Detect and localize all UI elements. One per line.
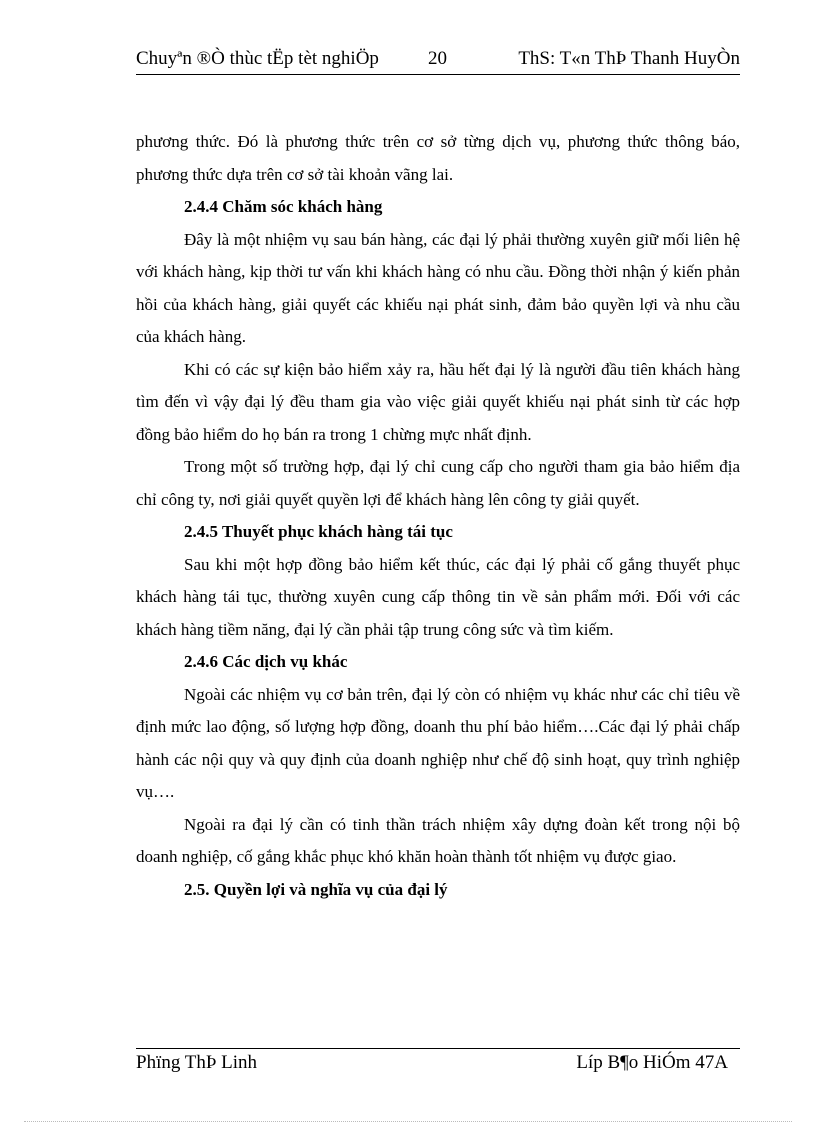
page-edge-divider <box>24 1121 792 1122</box>
paragraph: Ngoài ra đại lý cần có tinh thần trách nhiệm xây dựng đoàn kết trong nội bộ doanh nghiệp, cố gắng khắc phục khó khăn hoàn thành tốt nhiệm vụ được giao. <box>136 814 740 866</box>
paragraph: Trong một số trường hợp, đại lý chỉ cung cấp cho người tham gia bảo hiểm địa chỉ công ty, nơi giải quyết quyền lợi để khách hàng lên công ty giải quyết. <box>136 457 740 509</box>
paragraph: Ngoài các nhiệm vụ cơ bản trên, đại lý còn có nhiệm vụ khác như các chỉ tiêu về định mức lao động, số lượng hợp đồng, doanh thu phí bảo hiểm….Các đại lý phải chấp hành các nội quy và quy định của doanh nghiệp như chế độ sinh hoạt, quy trình nghiệp vụ…. <box>136 684 740 801</box>
section-heading-2-5: 2.5. Quyền lợi và nghĩa vụ của đại lý <box>184 879 448 899</box>
section-heading-2-4-5: 2.4.5 Thuyết phục khách hàng tái tục <box>184 522 453 541</box>
footer-class-name: Líp B¶o HiÓm 47A <box>576 1052 728 1073</box>
header-page-number: 20 <box>428 48 447 69</box>
header-rule <box>136 74 740 75</box>
header-document-title: Chuyªn ®Ò thùc tËp tèt nghiÖp <box>136 48 379 69</box>
paragraph: Đây là một nhiệm vụ sau bán hàng, các đại lý phải thường xuyên giữ mối liên hệ với khách hàng, kịp thời tư vấn khi khách hàng có nhu cầu. Đồng thời nhận ý kiến phản hồi của khách hàng, giải quyết các khiếu nại phát sinh, đảm bảo quyền lợi và nhu cầu của khách hàng. <box>136 229 740 346</box>
footer-rule <box>136 1048 740 1049</box>
body-text <box>136 126 740 906</box>
section-heading-2-4-4: 2.4.4 Chăm sóc khách hàng <box>184 197 383 216</box>
paragraph: Khi có các sự kiện bảo hiểm xảy ra, hầu hết đại lý là người đầu tiên khách hàng tìm đến vì vậy đại lý đều tham gia vào việc giải quyết khiếu nại phát sinh từ các hợp đồng bảo hiểm do họ bán ra trong 1 chừng mực nhất định. <box>136 359 740 444</box>
header-advisor-name: ThS: T«n ThÞ Thanh HuyÒn <box>518 48 740 69</box>
page-header <box>136 48 740 72</box>
paragraph-continuation: phương thức. Đó là phương thức trên cơ sở từng dịch vụ, phương thức thông báo, phương thức dựa trên cơ sở tài khoản vãng lai. <box>136 132 740 184</box>
section-heading-2-4-6: 2.4.6 Các dịch vụ khác <box>184 652 348 671</box>
paragraph: Sau khi một hợp đồng bảo hiểm kết thúc, các đại lý phải cố gắng thuyết phục khách hàng tái tục, thường xuyên cung cấp thông tin về sản phẩm mới. Đối với các khách hàng tiềm năng, đại lý cần phải tập trung công sức và tìm kiếm. <box>136 554 740 639</box>
page-footer <box>136 1052 740 1076</box>
footer-author-name: Phïng ThÞ Linh <box>136 1052 258 1073</box>
